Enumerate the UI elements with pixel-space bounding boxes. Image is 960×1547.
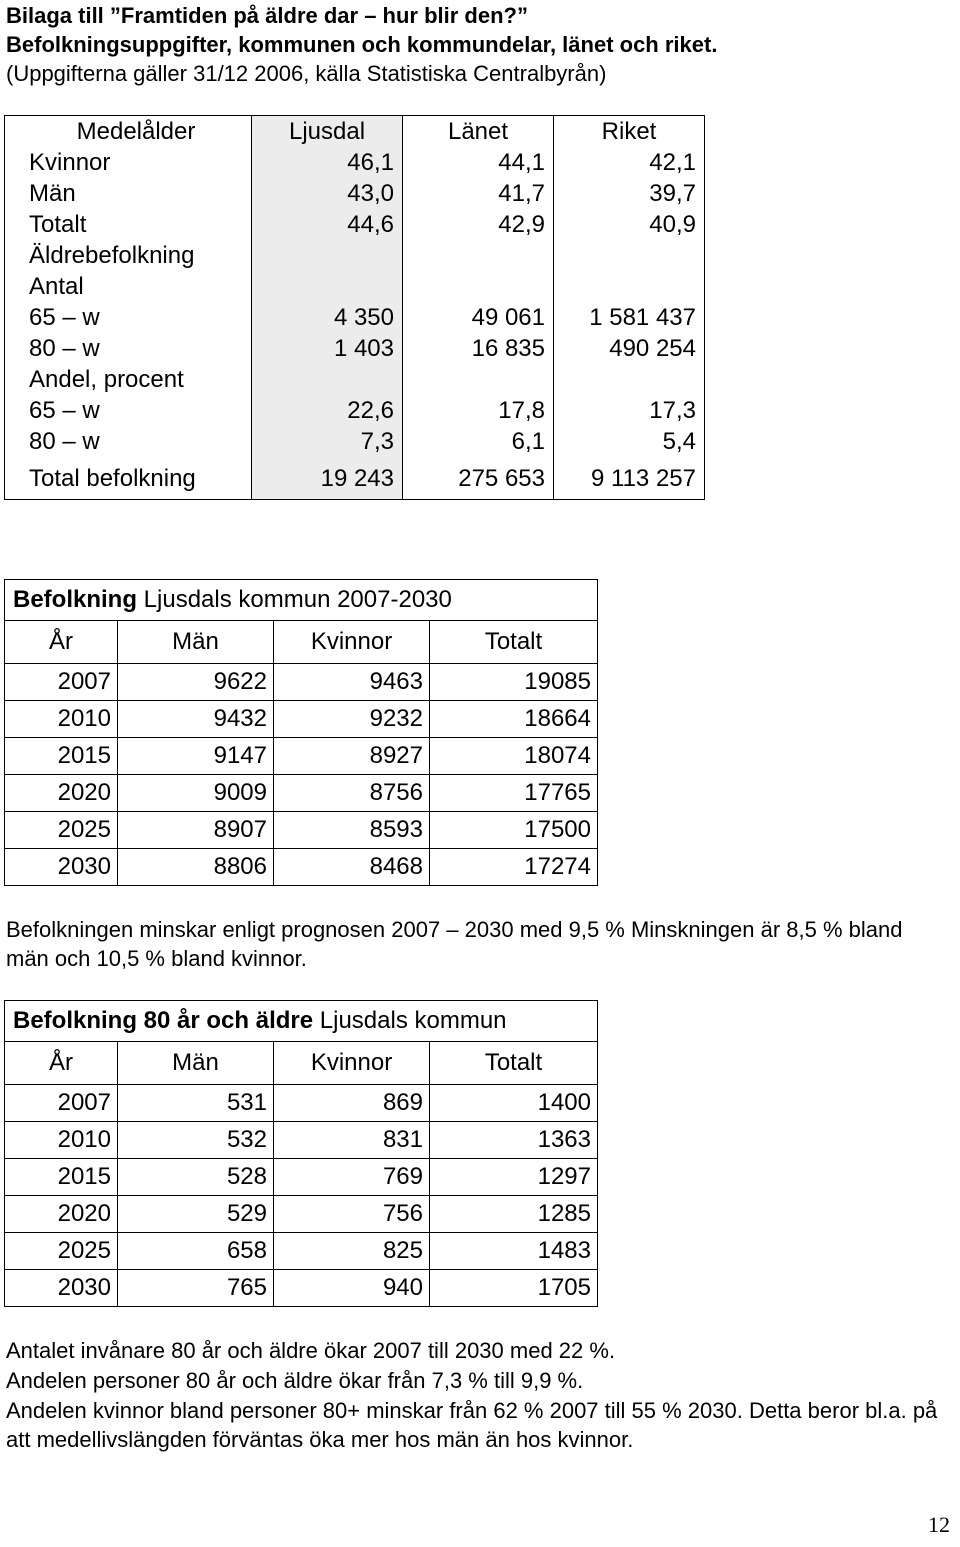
table-cell: 825 [274,1233,430,1270]
row-label: Kvinnor [29,149,111,176]
table-cell: 531 [118,1085,274,1122]
table-cell: 528 [118,1159,274,1196]
row-label: Total befolkning [29,464,196,492]
table-title-row [5,1001,598,1042]
table-cell: 2030 [5,1270,118,1307]
column-header: Män [118,1042,274,1085]
row-label: Totalt [29,211,87,238]
table-cell: 2015 [5,738,118,775]
table-title-rest: Ljusdals kommun 2007-2030 [137,586,452,613]
table-cell: 2025 [5,812,118,849]
row-label: 80 – w [29,335,100,362]
table-cell: 6,1 [403,426,554,457]
table-cell: 46,1 [252,147,403,178]
table-cell: 5,4 [662,428,696,455]
table-row [5,1196,598,1233]
table-cell: 2020 [5,775,118,812]
column-header: Riket [601,118,657,145]
table-cell: 869 [274,1085,430,1122]
table-cell [252,364,403,395]
table-title-bold: Befolkning 80 år och äldre [13,1007,314,1034]
column-header: År [5,621,118,664]
row-label: 80 – w [29,428,100,455]
table-row [5,664,598,701]
table-cell: 8907 [118,812,274,849]
table-cell: 2030 [5,849,118,886]
table-cell: 8756 [274,775,430,812]
table-header-row [5,1042,598,1085]
column-header: Länet [403,116,554,148]
table-cell: 1400 [430,1085,598,1122]
elderly-population-table [4,1000,598,1307]
table-row [5,147,705,178]
table-cell: 19085 [430,664,598,701]
table-cell [252,240,403,271]
table-cell: 9 113 257 [591,464,696,492]
page-number: 12 [928,1512,950,1537]
table-cell: 490 254 [609,335,696,362]
table-cell: 2007 [5,664,118,701]
average-age-table [4,115,705,500]
doc-source-note: (Uppgifterna gäller 31/12 2006, källa Statistiska Centralbyrån) [6,61,607,86]
table-cell [252,271,403,302]
table-row [5,812,598,849]
table-row [5,209,705,240]
table-row [5,1085,598,1122]
table-cell: 2007 [5,1085,118,1122]
table-cell: 18074 [430,738,598,775]
table-cell: 831 [274,1122,430,1159]
table-cell: 42,9 [403,209,554,240]
row-label: Andel, procent [29,366,184,393]
row-label: 65 – w [29,397,100,424]
table-title-rest: Ljusdals kommun [313,1007,507,1034]
table-row [5,849,598,886]
column-header: Totalt [430,1042,598,1085]
table-row [5,738,598,775]
population-forecast-table [4,579,598,886]
table-cell: 17,8 [403,395,554,426]
table-cell [403,240,554,271]
table-row [5,302,705,333]
table-row [5,333,705,364]
table-cell: 9463 [274,664,430,701]
column-header: Kvinnor [274,1042,430,1085]
row-label: 65 – w [29,304,100,331]
table-cell: 9009 [118,775,274,812]
table-cell [554,364,705,395]
table-cell: 17274 [430,849,598,886]
table-cell: 532 [118,1122,274,1159]
table-header-row [5,116,705,148]
table-cell: 41,7 [403,178,554,209]
table-cell: 17765 [430,775,598,812]
doc-title: Bilaga till ”Framtiden på äldre dar – hur blir den?” [6,3,528,28]
summary-line-3: Andelen kvinnor bland personer 80+ minskar från 62 % 2007 till 55 % 2030. Detta beror bl.a. på att medellivslängden förväntas öka mer hos män än hos kvinnor. [6,1398,938,1452]
table-row [5,1270,598,1307]
table-cell: 8468 [274,849,430,886]
table-cell: 43,0 [252,178,403,209]
doc-subtitle: Befolkningsuppgifter, kommunen och kommundelar, länet och riket. [6,32,718,57]
table-cell: 1297 [430,1159,598,1196]
table-row [5,178,705,209]
table-cell [403,271,554,302]
table-cell [403,364,554,395]
table-row [5,271,705,302]
table-cell: 529 [118,1196,274,1233]
table-row [5,1122,598,1159]
table-cell: 18664 [430,701,598,738]
table-cell: 769 [274,1159,430,1196]
table-cell: 4 350 [252,302,403,333]
table-cell: 2010 [5,1122,118,1159]
table-cell: 1 403 [252,333,403,364]
table-cell [554,271,705,302]
table-row [5,426,705,457]
table-cell: 275 653 [403,457,554,500]
table-cell: 756 [274,1196,430,1233]
column-header: År [5,1042,118,1085]
table-cell: 765 [118,1270,274,1307]
row-label: Äldrebefolkning [29,242,195,269]
row-label: Män [29,180,76,207]
column-header: Män [118,621,274,664]
table-cell: 9432 [118,701,274,738]
row-label: Antal [29,273,84,300]
table-cell: 9147 [118,738,274,775]
table-row [5,1159,598,1196]
table-cell: 1363 [430,1122,598,1159]
table-row [5,395,705,426]
table-cell: 2025 [5,1233,118,1270]
table-cell: 8593 [274,812,430,849]
table-cell [554,240,705,271]
table-cell: 2020 [5,1196,118,1233]
table-cell: 658 [118,1233,274,1270]
table-cell: 1705 [430,1270,598,1307]
table-row [5,240,705,271]
table-cell: 9622 [118,664,274,701]
table-cell: 940 [274,1270,430,1307]
column-header: Kvinnor [274,621,430,664]
table-cell: 7,3 [252,426,403,457]
table-row [5,1233,598,1270]
table-title-row [5,580,598,621]
table-title-bold: Befolkning [13,586,137,613]
table-cell: 17,3 [649,397,696,424]
column-header: Totalt [430,621,598,664]
table-cell: 17500 [430,812,598,849]
column-header: Medelålder [76,118,196,145]
table-cell: 9232 [274,701,430,738]
table-title [5,1001,598,1042]
table-cell: 49 061 [403,302,554,333]
table-row [5,457,705,500]
table-cell: 2010 [5,701,118,738]
table-cell: 8806 [118,849,274,886]
table-row [5,364,705,395]
table-cell: 19 243 [252,457,403,500]
table-title [5,580,598,621]
table-row [5,775,598,812]
table-cell: 44,6 [252,209,403,240]
table-cell: 1 581 437 [589,304,696,331]
table-cell: 16 835 [403,333,554,364]
table-cell: 2015 [5,1159,118,1196]
summary-line-2: Andelen personer 80 år och äldre ökar från 7,3 % till 9,9 %. [6,1368,584,1393]
table-header-row [5,621,598,664]
column-header: Ljusdal [252,116,403,148]
table-cell: 1285 [430,1196,598,1233]
table-cell: 40,9 [649,211,696,238]
table-cell: 44,1 [403,147,554,178]
table-cell: 1483 [430,1233,598,1270]
table-cell: 42,1 [649,149,696,176]
table-row [5,701,598,738]
population-forecast-note: Befolkningen minskar enligt prognosen 2007 – 2030 med 9,5 % Minskningen är 8,5 % bland män och 10,5 % bland kvinnor. [6,917,903,971]
table-cell: 8927 [274,738,430,775]
summary-line-1: Antalet invånare 80 år och äldre ökar 2007 till 2030 med 22 %. [6,1338,616,1363]
table-cell: 22,6 [252,395,403,426]
table-cell: 39,7 [649,180,696,207]
